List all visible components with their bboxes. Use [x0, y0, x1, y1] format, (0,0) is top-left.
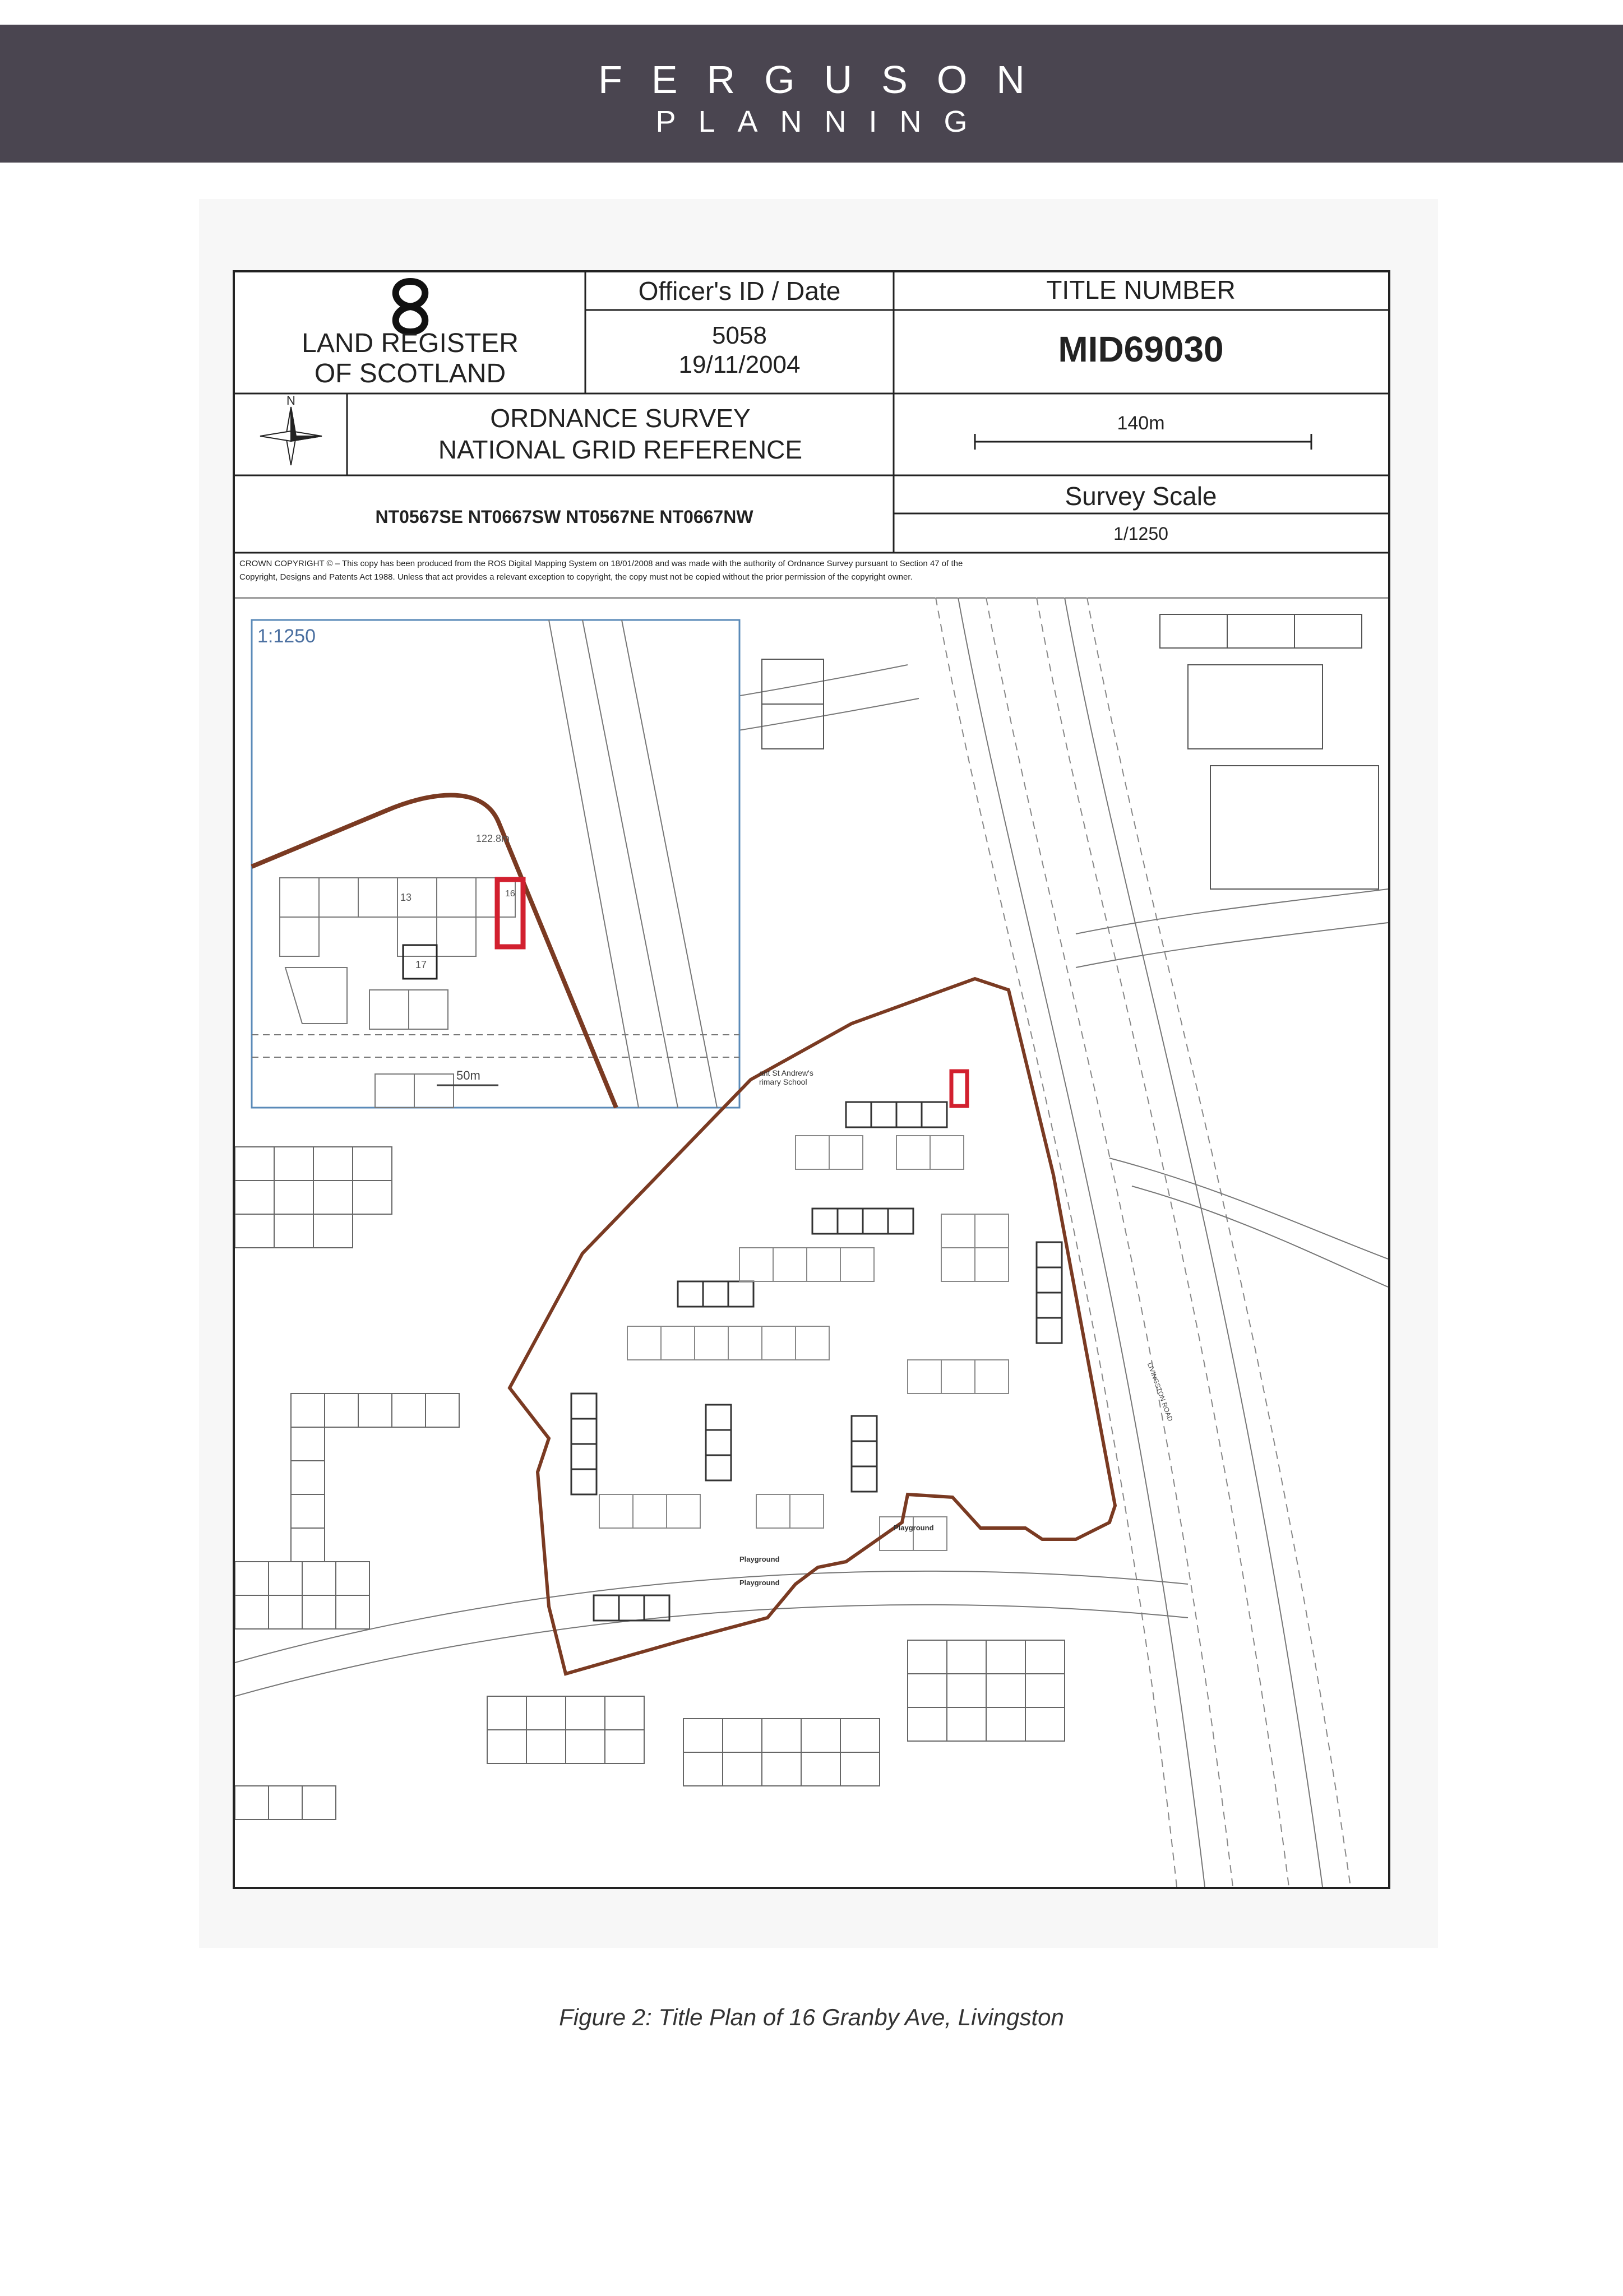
- survey-scale-header: Survey Scale: [1065, 482, 1217, 511]
- inset-plot-17: 17: [415, 959, 427, 970]
- grid-references: NT0567SE NT0667SW NT0567NE NT0667NW: [375, 507, 753, 527]
- copyright-line-2: Copyright, Designs and Patents Act 1988. Unless that act provides a relevant exception to copyright, the copy must not be copied without the prior permission of the copyright owner.: [239, 572, 913, 582]
- register-name: [235, 328, 585, 389]
- title-number-header: TITLE NUMBER: [1046, 275, 1236, 304]
- brand-subtitle: PLANNING: [655, 105, 990, 138]
- os-line-1: ORDNANCE SURVEY: [490, 404, 751, 433]
- figure-caption: Figure 2: Title Plan of 16 Granby Ave, Livingston: [559, 2004, 1064, 2030]
- os-reference: [347, 402, 894, 465]
- road-label: LIVINGSTON ROAD: [1145, 1361, 1175, 1423]
- school-label-line-2: rimary School: [759, 1077, 807, 1086]
- compass-rose: [249, 397, 333, 475]
- os-line-2: NATIONAL GRID REFERENCE: [438, 435, 803, 464]
- header-banner: [0, 25, 1623, 163]
- register-name-line-1: LAND REGISTER: [302, 328, 519, 358]
- os-map: [235, 598, 1388, 1887]
- inset-plot-16: 16: [505, 889, 515, 899]
- officer-header: Officer's ID / Date: [638, 276, 841, 305]
- brand-name: FERGUSON: [598, 58, 1054, 101]
- inset-scale-50m: 50m: [456, 1068, 480, 1082]
- playground-label-1: Playground: [894, 1524, 934, 1532]
- compass-north: N: [286, 394, 295, 408]
- playground-label-2: Playground: [739, 1555, 780, 1563]
- school-label: [759, 1068, 813, 1086]
- survey-scale-value: 1/1250: [1113, 524, 1168, 544]
- inset-spot-height: 122.8m: [476, 833, 510, 844]
- title-number: MID69030: [1058, 329, 1224, 369]
- officer-date: 19/11/2004: [678, 351, 801, 378]
- playground-label-3: Playground: [739, 1578, 780, 1587]
- inset-scale-label: 1:1250: [257, 626, 316, 647]
- inset-plot-13: 13: [400, 892, 412, 903]
- officer-id: 5058: [712, 322, 767, 349]
- inset-map: [252, 620, 739, 1108]
- copyright-notice: [239, 557, 1383, 584]
- register-name-line-2: OF SCOTLAND: [314, 359, 506, 388]
- school-label-line-1: ant St Andrew's: [759, 1068, 813, 1077]
- copyright-line-1: CROWN COPYRIGHT © – This copy has been produced from the ROS Digital Mapping System on 18/01/2008 and was made with the authority of Ordnance Survey pursuant to Section 47 of the: [239, 559, 963, 568]
- scale-bar-label: 140m: [1117, 413, 1165, 434]
- title-plan: [233, 270, 1390, 1889]
